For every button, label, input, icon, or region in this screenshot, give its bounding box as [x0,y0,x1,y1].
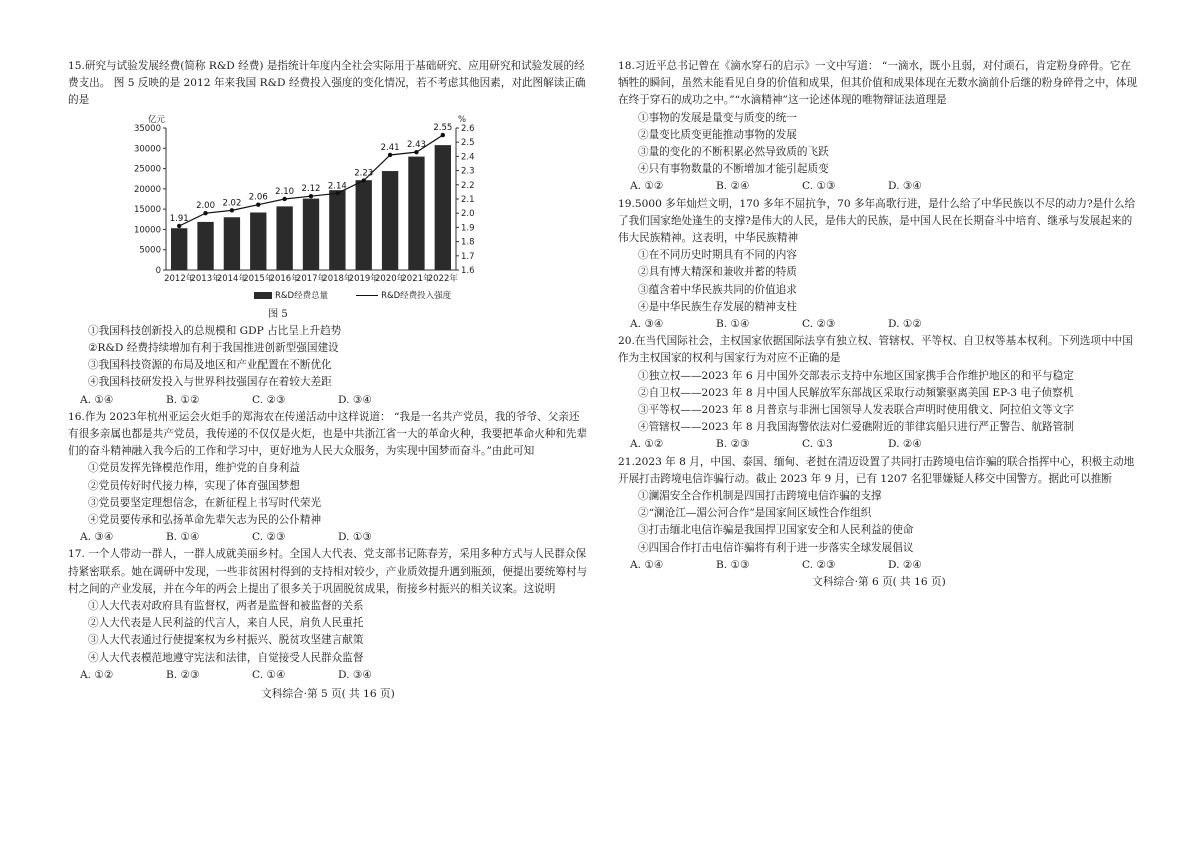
intensity-point [414,150,418,154]
q15-option: ①我国科技创新投入的总规模和 GDP 占比呈上升趋势 [88,324,342,337]
y2-tick-label: 2.3 [461,166,475,177]
x-tick-label: 2021年 [401,273,432,284]
legend-line-swatch [356,295,378,296]
intensity-data-label: 2.02 [222,197,242,208]
intensity-point [309,194,313,198]
q21-choices [618,557,1140,574]
intensity-point [362,178,366,182]
q18-option: ③量的变化的不断积累必然导致质的飞跃 [638,146,829,159]
q20-option: ②自卫权——2023 年 8 月中国人民解放军东部战区采取行动頻繁驱离美国 EP-3 电子侦察机 [638,386,1074,399]
q21-option: ②“澜沧江—湄公河合作”是国家间区域性合作组织 [638,507,872,520]
q19-choice-c: C. ②③ [802,318,836,331]
q18-option: ①事物的发展是量变与质变的统一 [638,111,797,124]
q20-option: ③平等权——2023 年 8 月普京与非洲七国领导人发表联合声明时使用俄文、阿拉伯文等文字 [638,404,1074,417]
q21-option: ①澜湄安全合作机制是四国打击跨境电信诈骗的支撑 [638,490,882,503]
y-axis-title: 亿元 [148,114,166,125]
y2-tick-label: 2.0 [461,208,475,219]
q19-choices [618,316,1140,333]
q15-stem: 15.研究与试验发展经费(简称 R&D 经费) 是指统计年度内全社会实际用于基础研究、应用研究和试验发展的经费支出。 图 5 反映的是 2012 年来我国 R&D 经费投入强度的变化情况，若不考虑其他因素，对此图解读正确的是 [68,60,586,107]
q19-choice-b: B. ①④ [716,318,750,331]
q20-choice-a: A. ①② [630,438,664,451]
q19-option: ①在不同历史时期具有不同的内容 [638,249,797,262]
x-tick-label: 2018年 [322,273,353,284]
rd-bar [408,156,424,269]
x-tick-label: 2022年 [427,273,458,284]
x-tick-label: 2016年 [269,273,300,284]
q15-option: ③我国科技资源的布局及地区和产业配置在不断优化 [88,359,332,372]
q17-choice-d: D. ③④ [338,668,372,681]
q19-option: ②具有博大精深和兼收并蓄的特质 [638,266,797,279]
q15-choice-a: A. ①④ [80,393,114,406]
q18-choices [618,178,1140,195]
q16-option: ④党员要传承和弘扬革命先辈矢志为民的公仆精神 [88,514,322,527]
q21-option: ③打击缅北电信诈骗是我国捍卫国家安全和人民利益的使命 [638,524,914,537]
y2-tick-label: 1.7 [461,251,475,262]
intensity-point [388,152,392,156]
y-tick-label: 5000 [139,245,161,256]
right-column [618,58,1140,591]
rd-bar [224,217,240,270]
rd-chart-svg [126,110,486,286]
legend-bar-swatch [254,292,272,299]
rd-bar [435,145,451,270]
q19-option: ③蕴含着中华民族共同的价值追求 [638,283,797,296]
q18-choice-c: C. ①③ [802,180,836,193]
q20-choices [618,436,1140,453]
figure-caption: 图 5 [268,308,288,320]
q17-option: ①人大代表对政府具有监督权，两者是监督和被监督的关系 [88,600,364,613]
q20-choice-d: D. ②④ [888,438,922,451]
chart-legend [254,288,486,305]
q15-option: ②R&D 经费持续增加有利于我国推进创新型强国建设 [88,342,339,355]
intensity-data-label: 2.41 [380,142,400,153]
rd-bar [250,212,266,269]
intensity-point [256,202,260,206]
q19-option: ④是中华民族生存发展的精神支柱 [638,300,797,313]
q21-option: ④四国合作打击电信诈骗将有利于进一步落实全球发展倡议 [638,541,914,554]
rd-bar [356,180,372,270]
q15-choices [68,392,588,409]
y-tick-label: 0 [155,265,161,276]
q17-stem: 17. 一个人带动一群人，一群人成就美丽乡村。全国人大代表、党支部书记陈春芳，采用多种方式与人民群众保持紧密联系。她在调研中发现，一些非贫困村得到的支持相对较少，产业质效提升遇到瓶颈，便提出要统筹村与村之间的产业发展，并在今年的两会上提出了很多关于巩固脱贫成果，衔接乡村振兴的相关议案。这说明 [68,548,588,595]
q21-choice-d: D. ②④ [888,558,922,571]
intensity-data-label: 2.12 [301,183,321,194]
x-tick-label: 2019年 [348,273,379,284]
y2-tick-label: 2.4 [461,152,475,163]
y2-tick-label: 2.6 [461,123,475,134]
y-tick-label: 10000 [133,225,161,236]
y2-tick-label: 1.8 [461,237,475,248]
q17-option: ②人大代表是人民利益的代言人，来自人民，肩负人民重托 [88,617,364,630]
intensity-point [282,196,286,200]
q16-choice-d: D. ①③ [338,531,372,544]
legend-line-label: R&D经费投入强度 [381,290,452,301]
intensity-data-label: 2.06 [248,192,268,203]
q20-choice-b: B. ②③ [716,438,750,451]
q16-choice-b: B. ①④ [166,531,200,544]
q18-choice-d: D. ③④ [888,180,922,193]
page-footer-left: 文科综合·第 5 页( 共 16 页) [261,688,395,701]
q21-choice-c: C. ②③ [802,558,836,571]
q18-choice-a: A. ①② [630,180,664,193]
intensity-data-label: 2.55 [433,122,453,133]
y-tick-label: 20000 [133,184,161,195]
rd-chart [126,110,486,306]
y2-axis-title: % [458,114,467,125]
q19-stem: 19.5000 多年灿烂文明，170 多年不屈抗争，70 多年高歌行进，是什么给了中华民族以不尽的动力?是什么给了我们国家绝处逢生的支撑?是伟大的人民，是伟大的民族，是中国人民在长期奋斗中培育、继承与发展起来的伟大民族精神。这表明，中华民族精神 [618,197,1136,245]
q21-stem: 21.2023 年 8 月，中国、泰国、缅甸、老挝在清迈设置了共同打击跨境电信诈骗的联合指挥中心，积极主动地开展打击跨境电信诈骗行动。截止 2023 年 9 月，已有 1207 名犯罪嫌疑人移交中国警方。据此可以推断 [618,455,1135,485]
q19-choice-a: A. ③④ [630,318,664,331]
intensity-point [203,211,207,215]
left-column [68,58,588,703]
q16-option: ②党员传好时代接力棒，实现了体育强国梦想 [88,479,300,492]
q19-choice-d: D. ①② [888,318,922,331]
x-tick-label: 2012年 [164,273,195,284]
legend-bar-item [254,288,328,305]
q15-choice-c: C. ②③ [252,393,286,406]
intensity-data-label: 2.00 [196,200,216,211]
q17-choice-a: A. ①② [80,668,114,681]
q15-choice-d: D. ③④ [338,393,372,406]
intensity-point [441,133,445,137]
y-tick-label: 25000 [133,164,161,175]
y-tick-label: 30000 [133,143,161,154]
x-tick-label: 2020年 [375,273,406,284]
legend-bar-label: R&D经费总量 [275,290,329,301]
q16-stem: 16.作为 2023年杭州亚运会火炬手的郑海农在传递活动中这样说道： “我是一名共产党员，我的爷爷、父亲还有很多亲属也都是共产党员，我传递的不仅仅是火炬，也是中共浙江省一大的革命火种，我要把革命火种和先辈们的奋斗精神融入我今后的工作和学习中，更好地为人民大众服务，为实现中国梦而奋斗。”由此可知 [68,410,588,458]
q20-stem: 20.在当代国际社会，主权国家依据国际法享有独立权、管辖权、平等权、自卫权等基本权利。下列选项中中国作为主权国家的权利与国家行为对应不正确的是 [618,335,1133,365]
intensity-data-label: 2.23 [354,168,374,179]
y2-tick-label: 1.6 [461,265,475,276]
x-tick-label: 2014年 [216,273,247,284]
intensity-data-label: 2.14 [327,180,347,191]
intensity-data-label: 2.43 [406,139,426,150]
x-tick-label: 2015年 [243,273,274,284]
intensity-point [335,191,339,195]
q20-option: ①独立权——2023 年 6 月中国外交部表示支持中东地区国家携手合作维护地区的和平与稳定 [638,369,1074,382]
rd-bar [276,206,292,270]
q16-choice-a: A. ③④ [80,531,114,544]
q17-choice-c: C. ①④ [252,668,286,681]
q15-choice-b: B. ①② [166,393,200,406]
q16-option: ③党员要坚定理想信念，在新征程上书写时代荣光 [88,496,322,509]
y2-tick-label: 1.9 [461,223,475,234]
y-tick-label: 15000 [133,204,161,215]
y2-tick-label: 2.2 [461,180,475,191]
q16-choices [68,529,588,546]
q18-choice-b: B. ②④ [716,180,750,193]
rd-bar [329,190,345,270]
y-tick-label: 35000 [133,123,161,134]
intensity-point [230,208,234,212]
q17-choices [68,667,588,684]
x-tick-label: 2013年 [190,273,221,284]
q16-option: ①党员发挥先锋模范作用，维护党的自身利益 [88,462,300,475]
q17-option: ④人大代表模范地遵守宪法和法律，自觉接受人民群众监督 [88,651,364,664]
q17-option: ③人大代表通过行使提案权为乡村振兴、脱贫攻坚建言献策 [88,634,364,647]
q18-option: ④只有事物数量的不断增加才能引起质变 [638,163,829,176]
intensity-point [177,223,181,227]
intensity-data-label: 1.91 [169,213,189,224]
rd-bar [197,222,213,270]
q20-option: ④管辖权——2023 年 8 月我国海警依法对仁爱礁附近的菲律宾船只进行严正警告、航路管制 [638,421,1074,434]
y2-tick-label: 2.5 [461,137,475,148]
rd-bar [303,198,319,269]
q21-choice-b: B. ①③ [716,558,750,571]
q18-stem: 18.习近平总书记曾在《滴水穿石的启示》一文中写道： “一滴水，既小且弱，对付顽石，肯定粉身碎骨。它在牺牲的瞬间，虽然未能看见自身的价值和成果，但其价值和成果体现在无数水滴前仆后继的粉身碎骨之中，体现在终于穿石的成功之中。”“水滴精神”这一论述体现的唯物辩证法道理是 [618,60,1138,107]
rd-bar [382,171,398,270]
x-tick-label: 2017年 [295,273,327,284]
legend-line-item [356,288,451,305]
q17-choice-b: B. ②③ [166,668,200,681]
q16-choice-c: C. ②③ [252,531,286,544]
page-footer-right: 文科综合·第 6 页( 共 16 页) [812,576,946,589]
q15-option: ④我国科技研发投入与世界科技强国存在着较大差距 [88,376,332,389]
rd-bar [171,228,187,270]
chart-x-ticks [164,273,458,284]
q21-choice-a: A. ①④ [630,558,664,571]
q18-option: ②量变比质变更能推动事物的发展 [638,128,797,141]
y2-tick-label: 2.1 [461,194,475,205]
intensity-data-label: 2.10 [275,186,295,197]
q20-choice-c: C. ①3 [802,438,833,451]
